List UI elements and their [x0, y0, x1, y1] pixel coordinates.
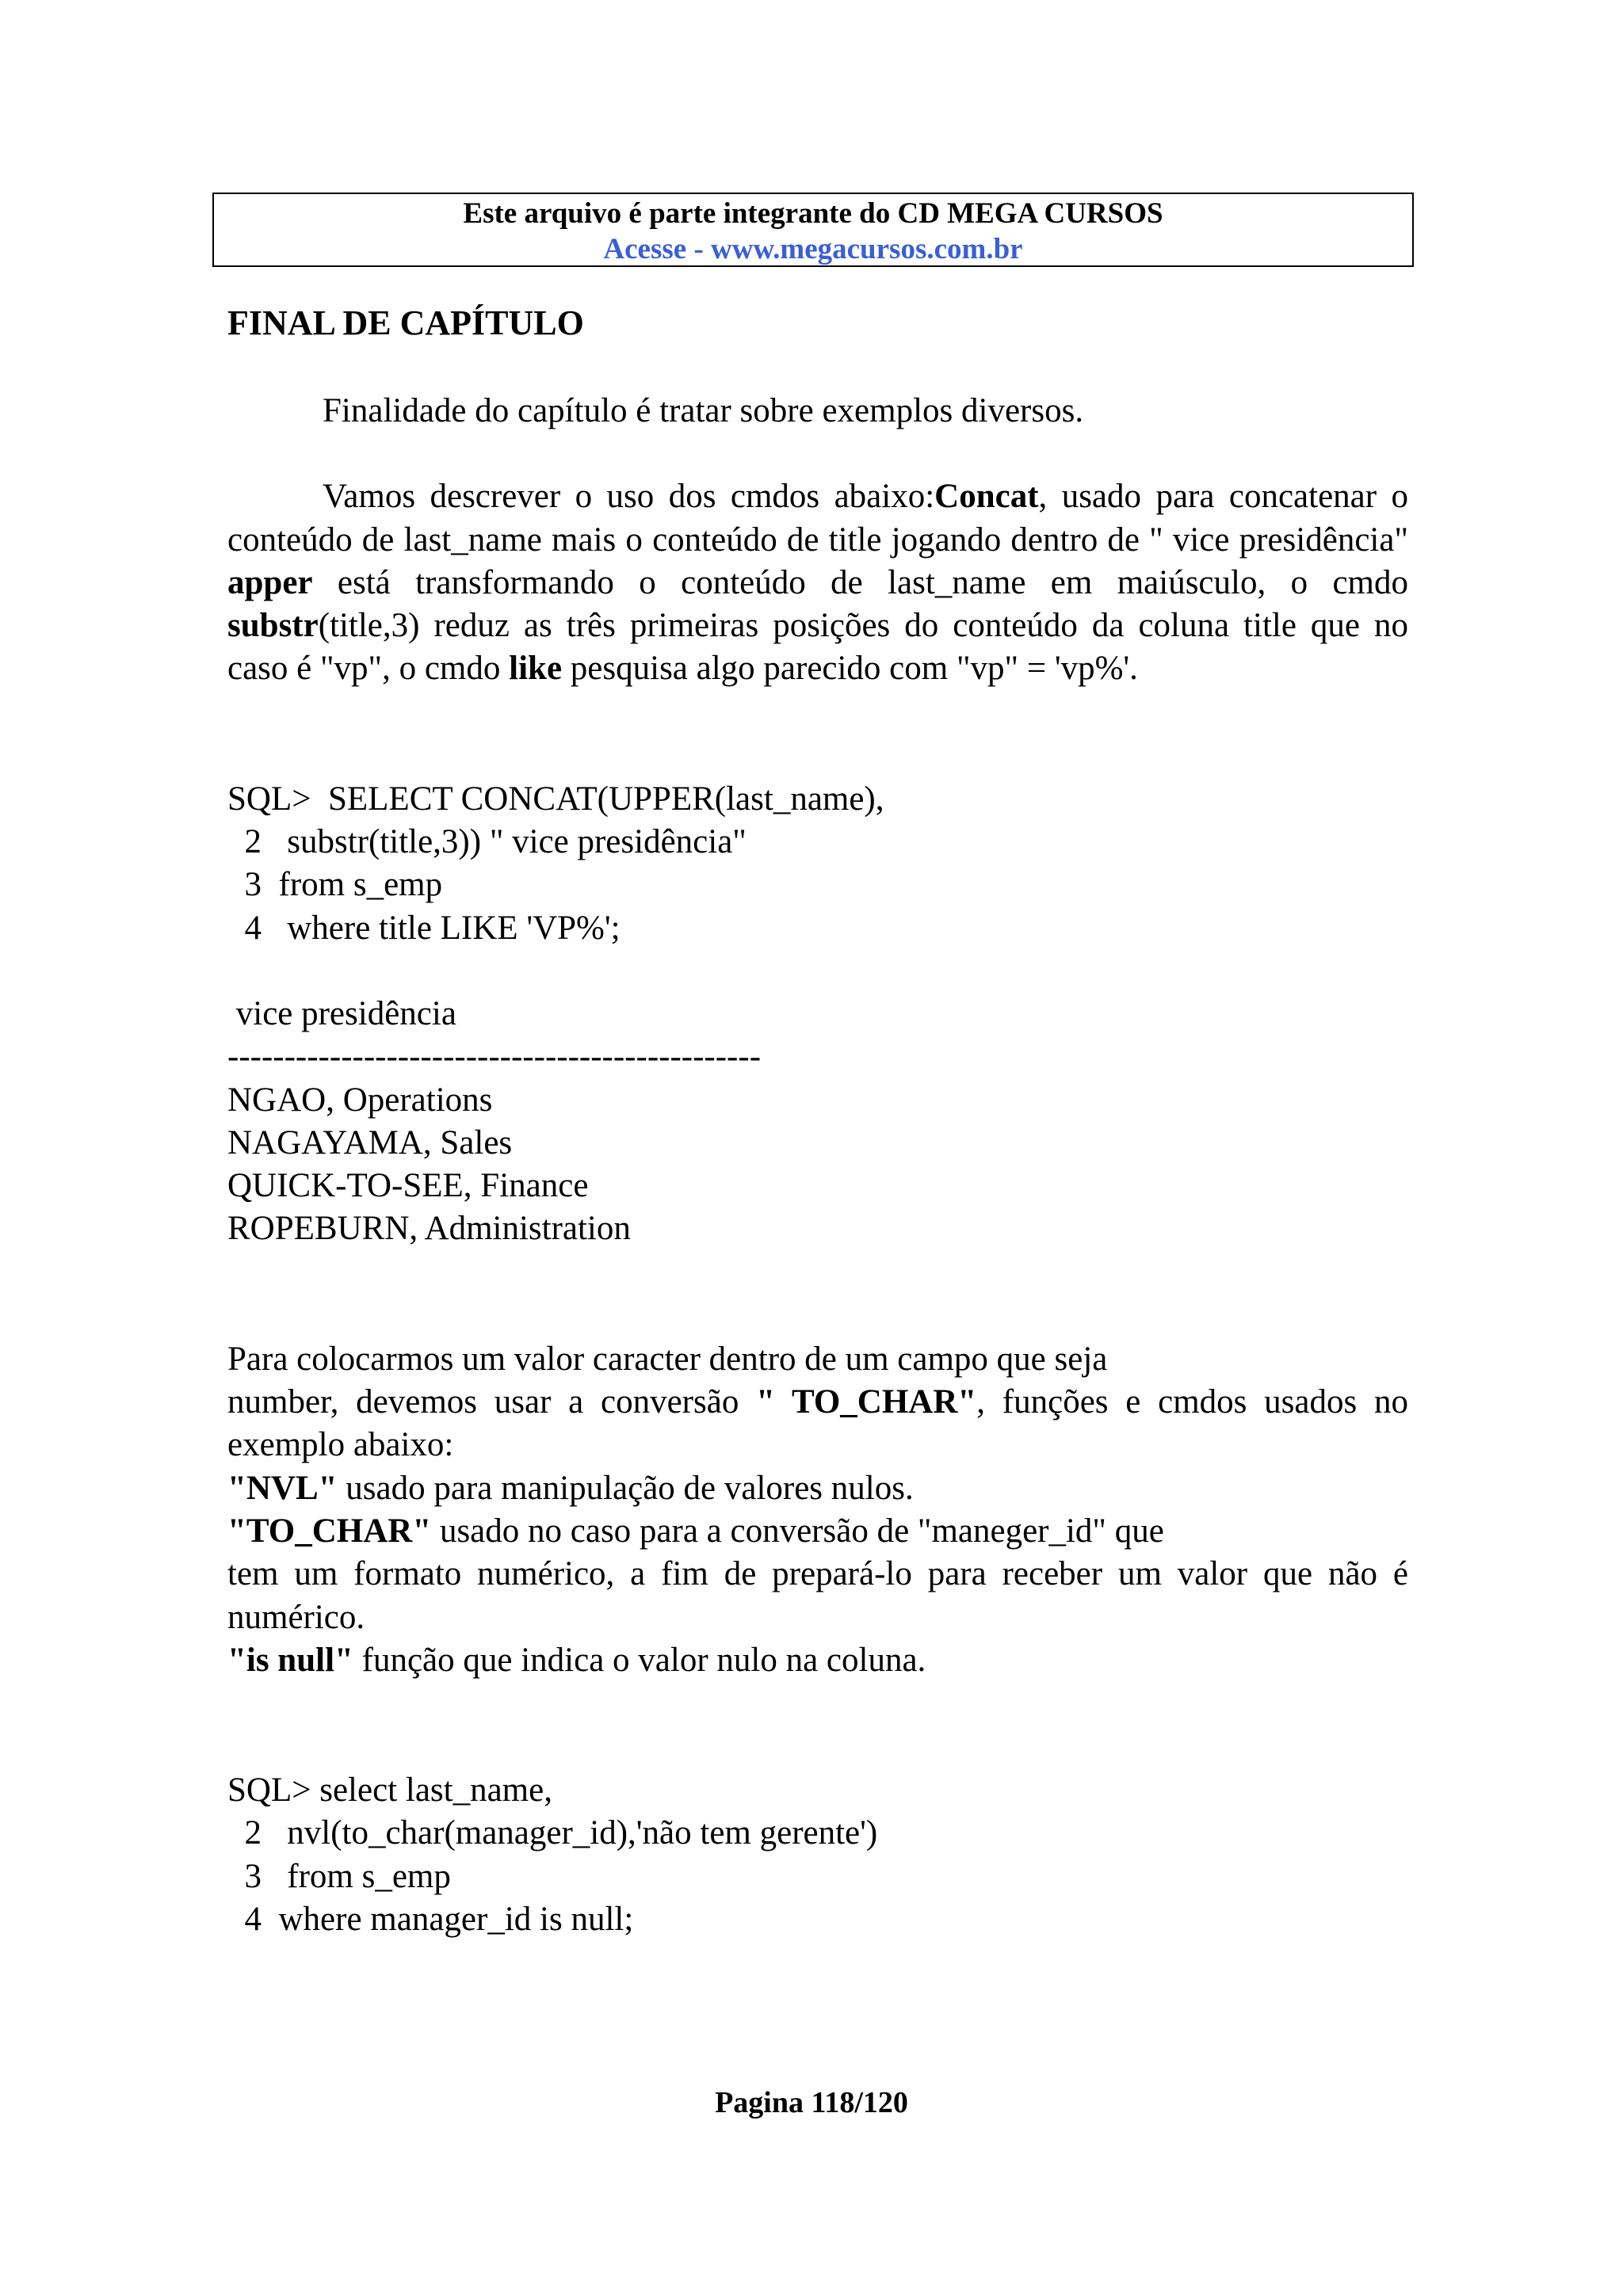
tochar-definition: "TO_CHAR" usado no caso para a conversão de "maneger_id" que [227, 1512, 1164, 1550]
para-line: number, devemos usar a conversão " TO_CHAR", funções e cmdos usados no exemplo abaixo: [227, 1383, 1408, 1464]
sql-query-nvl [227, 1769, 1408, 1941]
sql-line: 4 where title LIKE 'VP%'; [227, 909, 621, 947]
result-header: vice presidência [227, 994, 456, 1032]
para-line: tem um formato numérico, a fim de prepará-lo para receber um valor que não é numérico. [227, 1555, 1408, 1636]
result-row: NAGAYAMA, Sales [227, 1123, 513, 1161]
sql-line: SQL> SELECT CONCAT(UPPER(last_name), [227, 780, 884, 818]
result-row: QUICK-TO-SEE, Finance [227, 1167, 589, 1205]
header-banner [212, 193, 1414, 267]
sql-line: SQL> select last_name, [227, 1772, 552, 1810]
conversion-explanation [227, 1338, 1408, 1682]
result-row: NGAO, Operations [227, 1081, 493, 1119]
query-result-concat [227, 993, 1408, 1251]
sql-line: 3 from s_emp [227, 1857, 451, 1895]
page-number: Pagina 118/120 [715, 2086, 908, 2119]
chapter-heading: FINAL DE CAPÍTULO [227, 303, 584, 342]
banner-title: Este arquivo é parte integrante do CD MEGA CURSOS [463, 197, 1163, 230]
result-row: ROPEBURN, Administration [227, 1210, 631, 1248]
sql-line: 3 from s_emp [227, 866, 443, 904]
document-body [227, 299, 1408, 1941]
sql-line: 4 where manager_id is null; [227, 1901, 634, 1939]
banner-website-link[interactable]: Acesse - www.megacursos.com.br [603, 233, 1023, 265]
para-line: Para colocarmos um valor caracter dentro de um campo que seja [227, 1340, 1108, 1378]
nvl-definition: "NVL" usado para manipulação de valores nulos. [227, 1469, 914, 1507]
result-separator: ----------------------------------------------- [227, 1038, 762, 1076]
isnull-definition: "is null" função que indica o valor nulo na coluna. [227, 1641, 926, 1679]
sql-line: 2 substr(title,3)) " vice presidência" [227, 823, 747, 861]
intro-paragraph: Finalidade do capítulo é tratar sobre exemplos diversos. [323, 392, 1084, 429]
commands-paragraph: Vamos descrever o uso dos cmdos abaixo:Concat, usado para concatenar o conteúdo de last_name mais o conteúdo de title jogando dentro de " vice presidência" apper está transformando o conteúdo de last_name em maiúsculo, o cmdo substr(title,3) reduz as três primeiras posições do conteúdo da coluna title que no caso é "vp", o cmdo like pesquisa algo parecido com "vp" = 'vp%'. [227, 478, 1408, 688]
sql-line: 2 nvl(to_char(manager_id),'não tem gerente') [227, 1814, 878, 1852]
sql-query-concat [227, 778, 1408, 950]
